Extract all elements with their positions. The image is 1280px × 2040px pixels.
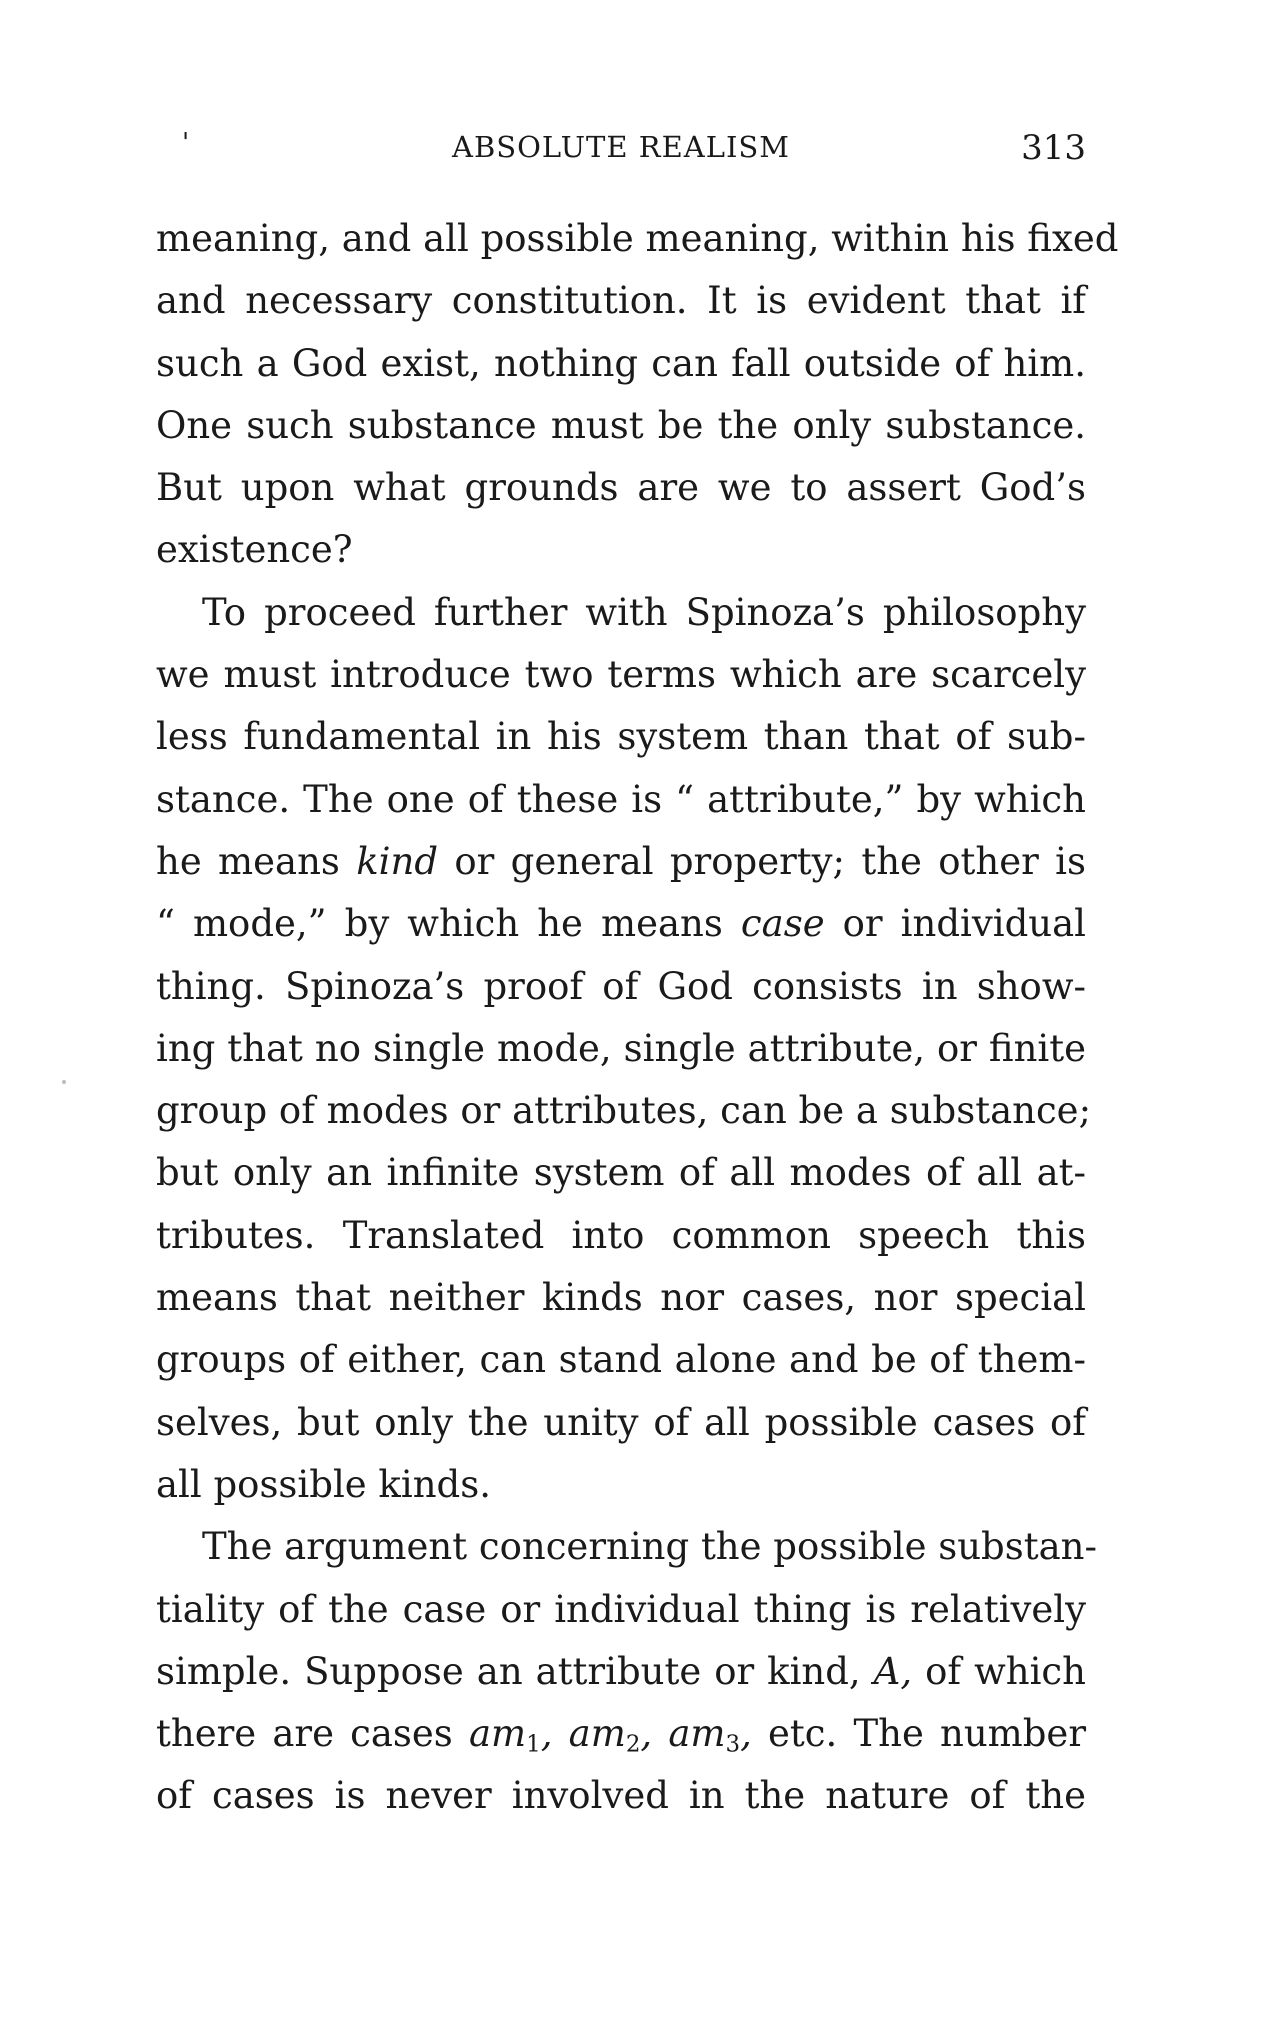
text-span: “ mode,” by which he means [156, 902, 723, 946]
text-line: One such substance must be the only substance. [156, 403, 1086, 447]
text-line: we must introduce two terms which are scarcely [156, 653, 1086, 697]
text-span: or individual [842, 902, 1086, 946]
text-line: But upon what grounds are we to assert God’s [156, 466, 1086, 510]
text-span: or general property; the other is [454, 839, 1086, 883]
text-line: meaning, and all possible meaning, within his fixed [156, 217, 1119, 260]
math-comma: , [540, 1712, 553, 1756]
text-line: and necessary constitution. It is evident that if [156, 279, 1086, 323]
text-line [156, 1641, 1086, 1703]
text-line: thing. Spinoza’s proof of God consists in show- [156, 964, 1086, 1008]
text-line: ing that no single mode, single attribute, or finite [156, 1026, 1086, 1070]
text-line: tributes. Translated into common speech this [156, 1213, 1086, 1257]
header-mark: ' [182, 128, 190, 158]
text-line: all possible kinds. [156, 1462, 491, 1506]
math-subscript: 3 [725, 1731, 741, 1758]
math-comma: , [640, 1712, 653, 1756]
text-line: means that neither kinds nor cases, nor special [156, 1276, 1086, 1320]
math-term [668, 1712, 752, 1758]
text-line: To proceed further with Spinoza’s philosophy [202, 590, 1086, 634]
math-variable: am [468, 1712, 527, 1756]
text-span: etc. The number [768, 1712, 1087, 1756]
text-line: groups of either, can stand alone and be of them- [156, 1338, 1086, 1382]
math-variable: am [568, 1712, 626, 1756]
text-span: he means [156, 839, 340, 883]
math-term [468, 1712, 553, 1758]
text-line: stance. The one of these is “ attribute,” by which [156, 777, 1086, 821]
text-line [156, 831, 1086, 893]
text-span: there are cases [156, 1712, 453, 1756]
text-line: group of modes or attributes, can be a substance; [156, 1089, 1092, 1133]
running-head [156, 126, 1086, 176]
text-line [156, 1703, 1086, 1765]
page-number: 313 [1021, 128, 1086, 168]
text-span: simple. Suppose an attribute or kind, [156, 1649, 861, 1693]
body-text [156, 208, 1119, 1828]
italic-term: case [740, 902, 825, 946]
math-variable: am [668, 1712, 726, 1756]
math-subscript: 1 [526, 1731, 541, 1758]
text-line: tiality of the case or individual thing is relatively [156, 1587, 1086, 1631]
text-line: The argument concerning the possible substan- [202, 1525, 1097, 1569]
italic-symbol: A, [873, 1649, 913, 1693]
text-line: such a God exist, nothing can fall outside of him. [156, 341, 1086, 385]
text-line [156, 893, 1086, 955]
text-line: but only an infinite system of all modes of all at- [156, 1151, 1086, 1195]
italic-term: kind [356, 839, 439, 883]
math-term [568, 1712, 653, 1758]
running-title: ABSOLUTE REALISM [452, 130, 790, 164]
text-line: of cases is never involved in the nature of the [156, 1774, 1086, 1818]
text-span: of which [925, 1649, 1086, 1693]
math-subscript: 2 [625, 1731, 641, 1758]
math-comma: , [740, 1712, 752, 1756]
paper-speck [62, 1080, 66, 1084]
text-line: selves, but only the unity of all possible cases of [156, 1400, 1086, 1444]
text-line: existence? [156, 528, 353, 572]
text-line: less fundamental in his system than that of sub- [156, 715, 1086, 759]
